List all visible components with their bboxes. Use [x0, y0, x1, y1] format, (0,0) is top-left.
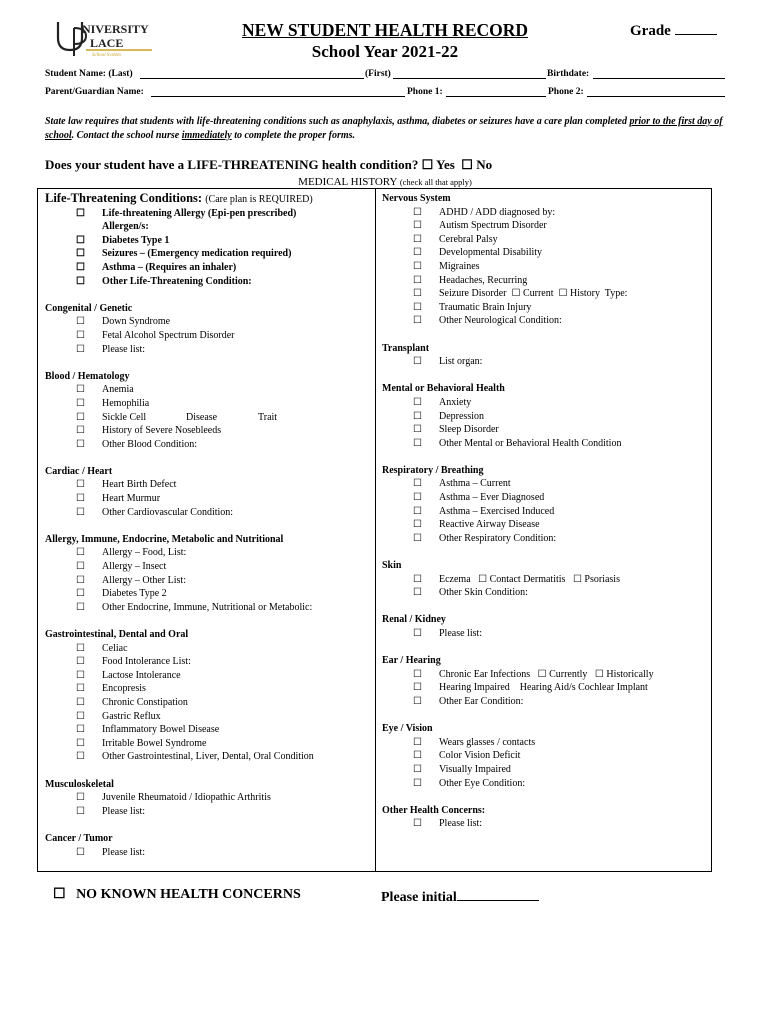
column-divider: [375, 188, 376, 872]
skin-conditions-row[interactable]: ☐ Eczema ☐ Contact Dermatitis ☐ Psoriasis: [413, 573, 620, 585]
list-item[interactable]: ☐ Please list:: [76, 343, 146, 355]
list-item[interactable]: ☐ Depression: [413, 410, 484, 422]
seizure-disorder-item[interactable]: ☐ Seizure Disorder ☐ Current ☐ History Type:: [413, 288, 628, 300]
student-last-line[interactable]: [140, 69, 364, 79]
svg-text:LACE: LACE: [90, 36, 124, 50]
list-item[interactable]: ☐ Please list:: [76, 846, 146, 858]
list-item[interactable]: ☐ Seizures – (Emergency medication required): [76, 248, 292, 260]
section-title: Eye / Vision: [382, 723, 433, 735]
medical-history-heading: MEDICAL HISTORY (check all that apply): [298, 176, 472, 188]
list-item[interactable]: ☐ Please list:: [413, 628, 483, 639]
list-item[interactable]: ☐ Sleep Disorder: [413, 424, 499, 436]
list-item[interactable]: ☐ Traumatic Brain Injury: [413, 301, 532, 313]
list-item[interactable]: ☐ Asthma – (Requires an inhaler): [76, 261, 237, 273]
state-law-notice: State law requires that students with life-threatening conditions such as anaphylaxis, asthma, diabetes or seizures have a care plan completed prior to the first day of school. Contact the school nurse immediately to complete the proper forms.: [45, 116, 723, 141]
list-item[interactable]: ☐ Allergy – Food, List:: [76, 547, 187, 559]
list-item[interactable]: ☐ Other Eye Condition:: [413, 777, 526, 789]
ear-infections-row[interactable]: ☐ Chronic Ear Infections ☐ Currently ☐ Historically: [413, 668, 654, 680]
form-title: NEW STUDENT HEALTH RECORD: [241, 20, 529, 40]
list-item[interactable]: ☐ Hemophilia: [76, 397, 150, 409]
section-title: Respiratory / Breathing: [382, 464, 484, 476]
phone2-line[interactable]: [587, 87, 725, 97]
list-item[interactable]: ☐ Other Endocrine, Immune, Nutritional or Metabolic:: [76, 601, 313, 613]
lt-section-title: Life-Threatening Conditions: (Care plan is REQUIRED): [45, 191, 313, 205]
list-item[interactable]: ☐ Food Intolerance List:: [76, 656, 191, 668]
list-item[interactable]: ☐ Diabetes Type 2: [76, 588, 167, 600]
list-item[interactable]: ☐ Anxiety: [413, 396, 472, 408]
list-item[interactable]: ☐ ADHD / ADD diagnosed by:: [413, 206, 556, 218]
list-item[interactable]: ☐ Other Ear Condition:: [413, 695, 524, 707]
list-item[interactable]: ☐ Asthma – Exercised Induced: [413, 505, 555, 517]
phone1-line[interactable]: [446, 87, 546, 97]
list-item[interactable]: ☐ Other Respiratory Condition:: [413, 532, 557, 544]
list-item[interactable]: ☐ Hearing Impaired Hearing Aid/s Cochlear Implant: [413, 682, 648, 694]
guardian-line[interactable]: [151, 87, 405, 97]
school-year: School Year 2021-22: [311, 42, 459, 61]
list-item[interactable]: ☐ Chronic Constipation: [76, 696, 188, 708]
list-item[interactable]: ☐ Lactose Intolerance: [76, 669, 181, 681]
section-title: Renal / Kidney: [382, 614, 446, 626]
list-item[interactable]: ☐ Visually Impaired: [413, 763, 511, 775]
list-item[interactable]: ☐ Please list:: [76, 805, 146, 817]
list-item[interactable]: ☐ Other Skin Condition:: [413, 587, 528, 599]
list-item[interactable]: ☐ Autism Spectrum Disorder: [413, 220, 547, 232]
list-item[interactable]: ☐ Wears glasses / contacts: [413, 736, 536, 748]
section-title: Ear / Hearing: [382, 655, 441, 667]
no-checkbox[interactable]: ☐: [461, 157, 473, 172]
allergen-label: Allergen/s:: [102, 221, 149, 233]
yes-checkbox[interactable]: ☐: [421, 157, 434, 172]
section-title: Transplant: [382, 342, 430, 354]
list-item[interactable]: ☐ Other Blood Condition:: [76, 438, 197, 450]
list-item[interactable]: ☐ Encopresis: [76, 683, 146, 695]
birthdate-label: Birthdate:: [547, 69, 590, 79]
list-item[interactable]: ☐ Life-threatening Allergy (Epi-pen prescribed): [76, 207, 297, 219]
list-item[interactable]: ☐ Allergy – Insect: [76, 561, 167, 573]
section-title: Skin: [382, 560, 402, 572]
list-item[interactable]: ☐ Inflammatory Bowel Disease: [76, 724, 220, 736]
list-item[interactable]: ☐ Irritable Bowel Syndrome: [76, 737, 207, 749]
no-known-concerns-checkbox[interactable]: ☐ NO KNOWN HEALTH CONCERNS: [53, 887, 301, 902]
list-item[interactable]: ☐ Juvenile Rheumatoid / Idiopathic Arthritis: [76, 792, 271, 804]
list-item[interactable]: ☐ Down Syndrome: [76, 316, 171, 328]
life-threatening-question: Does your student have a LIFE-THREATENING health condition? ☐ Yes ☐ No: [45, 157, 493, 172]
grade-field[interactable]: Grade: [630, 22, 717, 40]
list-item[interactable]: ☐ Other Life-Threatening Condition:: [76, 275, 252, 287]
list-item[interactable]: ☐ Allergy – Other List:: [76, 574, 186, 586]
list-item[interactable]: ☐ Celiac: [76, 642, 128, 654]
guardian-label: Parent/Guardian Name:: [45, 87, 144, 97]
student-first-label: (First): [365, 69, 391, 79]
list-item[interactable]: ☐ Color Vision Deficit: [413, 750, 521, 762]
section-title: Gastrointestinal, Dental and Oral: [45, 629, 189, 640]
left-column: [45, 192, 370, 859]
list-item[interactable]: ☐ List organ:: [413, 356, 483, 368]
list-item[interactable]: ☐ Asthma – Current: [413, 478, 511, 490]
list-item[interactable]: ☐ Cerebral Palsy: [413, 233, 498, 245]
list-item[interactable]: ☐ Anemia: [76, 384, 134, 396]
list-item[interactable]: ☐ Reactive Airway Disease: [413, 519, 540, 531]
list-item[interactable]: ☐ Fetal Alcohol Spectrum Disorder: [76, 329, 235, 341]
list-item[interactable]: ☐ Other Cardiovascular Condition:: [76, 506, 234, 518]
list-item[interactable]: ☐ History of Severe Nosebleeds: [76, 425, 222, 437]
list-item[interactable]: ☐ Headaches, Recurring: [413, 274, 528, 286]
list-item[interactable]: ☐ Other Mental or Behavioral Health Condition: [413, 437, 622, 449]
list-item[interactable]: ☐ Heart Birth Defect: [76, 479, 177, 491]
section-title: Allergy, Immune, Endocrine, Metabolic and Nutritional: [45, 533, 284, 545]
list-item[interactable]: ☐ Gastric Reflux: [76, 710, 161, 722]
list-item[interactable]: ☐ Migraines: [413, 260, 480, 272]
list-item[interactable]: ☐ Diabetes Type 1: [76, 234, 170, 246]
section-title: Cardiac / Heart: [45, 465, 113, 477]
svg-text:NIVERSITY: NIVERSITY: [82, 22, 149, 36]
list-item[interactable]: ☐ Asthma – Ever Diagnosed: [413, 492, 545, 504]
list-item[interactable]: ☐ Other Gastrointestinal, Liver, Dental, Oral Condition: [76, 751, 314, 763]
initial-field[interactable]: Please initial: [381, 886, 539, 906]
section-title: Cancer / Tumor: [45, 832, 113, 844]
svg-text:School System: School System: [92, 53, 121, 56]
student-last-label: Student Name: (Last): [45, 69, 133, 79]
birthdate-line[interactable]: [593, 69, 725, 79]
list-item[interactable]: ☐ Please list:: [413, 818, 483, 830]
section-title: Blood / Hematology: [45, 370, 130, 382]
section-title: Mental or Behavioral Health: [382, 383, 505, 395]
list-item[interactable]: ☐ Heart Murmur: [76, 493, 161, 505]
phone1-label: Phone 1:: [407, 87, 443, 97]
right-column: [382, 192, 710, 831]
list-item[interactable]: ☐ Other Neurological Condition:: [413, 315, 562, 327]
list-item[interactable]: ☐ Developmental Disability: [413, 247, 543, 259]
section-title: Other Health Concerns:: [382, 804, 486, 816]
section-title: Musculoskeletal: [45, 778, 114, 790]
section-title: Nervous System: [382, 193, 451, 204]
phone2-label: Phone 2:: [548, 87, 584, 97]
student-first-line[interactable]: [393, 69, 546, 79]
list-item[interactable]: ☐ Sickle Cell Disease Trait: [76, 411, 278, 423]
section-title: Congenital / Genetic: [45, 302, 133, 314]
